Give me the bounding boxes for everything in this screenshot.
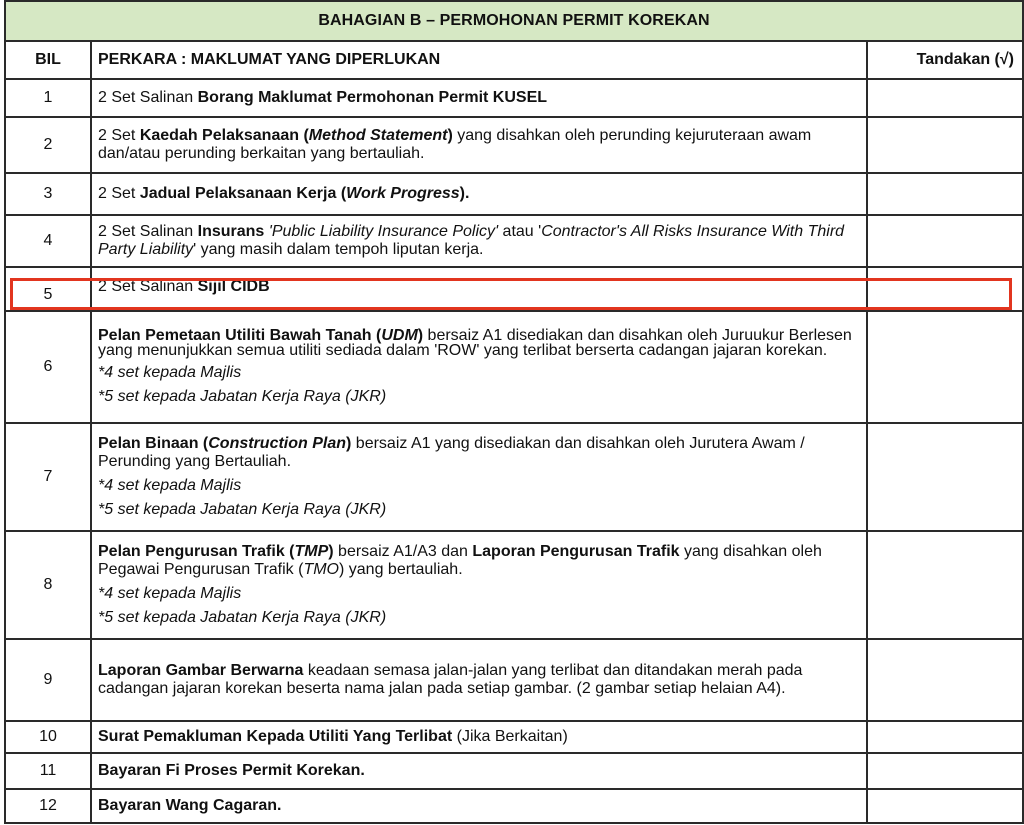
table-row <box>5 531 1023 639</box>
check-cell[interactable] <box>867 311 1023 423</box>
row-number: 8 <box>5 531 91 639</box>
checklist-table <box>4 0 1024 824</box>
check-cell[interactable] <box>867 639 1023 721</box>
row-description: Pelan Pemetaan Utiliti Bawah Tanah (UDM) bersaiz A1 disediakan dan disahkan oleh Juruukur Berlesen yang menunjukkan semua utiliti sediada dalam 'ROW' yang terlibat berserta cadangan jajaran korekan. *4 set kepada Majlis *5 set kepada Jabatan Kerja Raya (JKR) <box>91 311 867 423</box>
row-description: Bayaran Fi Proses Permit Korekan. <box>91 753 867 789</box>
row-description: Pelan Binaan (Construction Plan) bersaiz A1 yang disediakan dan disahkan oleh Jurutera Awam / Perunding yang Bertauliah. *4 set kepada Majlis *5 set kepada Jabatan Kerja Raya (JKR) <box>91 423 867 531</box>
check-cell[interactable] <box>867 721 1023 753</box>
note-jkr: *5 set kepada Jabatan Kerja Raya (JKR) <box>98 501 387 518</box>
note-majlis: *4 set kepada Majlis <box>98 585 242 602</box>
table-row <box>5 639 1023 721</box>
table-row <box>5 267 1023 311</box>
row-description: 2 Set Salinan Insurans 'Public Liability Insurance Policy' atau 'Contractor's All Risks Insurance With Third Party Liability' yang masih dalam tempoh liputan kerja. <box>91 215 867 267</box>
check-cell[interactable] <box>867 423 1023 531</box>
check-cell[interactable] <box>867 79 1023 117</box>
row-description: Bayaran Wang Cagaran. <box>91 789 867 823</box>
check-cell[interactable] <box>867 531 1023 639</box>
row-description: 2 Set Salinan Sijil CIDB <box>91 267 867 311</box>
check-cell[interactable] <box>867 215 1023 267</box>
row-number: 2 <box>5 117 91 173</box>
table-row <box>5 423 1023 531</box>
row-description: 2 Set Jadual Pelaksanaan Kerja (Work Progress). <box>91 173 867 215</box>
row-number: 5 <box>5 267 91 311</box>
row-description: 2 Set Kaedah Pelaksanaan (Method Statement) yang disahkan oleh perunding kejuruteraan awam dan/atau perunding berkaitan yang bertauliah. <box>91 117 867 173</box>
note-jkr: *5 set kepada Jabatan Kerja Raya (JKR) <box>98 388 387 405</box>
row-number: 11 <box>5 753 91 789</box>
row-number: 3 <box>5 173 91 215</box>
row-number: 12 <box>5 789 91 823</box>
table-row <box>5 117 1023 173</box>
row-number: 7 <box>5 423 91 531</box>
row-description: Laporan Gambar Berwarna keadaan semasa jalan-jalan yang terlibat dan ditandakan merah pada cadangan jajaran korekan beserta nama jalan pada setiap gambar. (2 gambar setiap helaian A4). <box>91 639 867 721</box>
table-row <box>5 215 1023 267</box>
table-row <box>5 79 1023 117</box>
row-description: Surat Pemakluman Kepada Utiliti Yang Terlibat (Jika Berkaitan) <box>91 721 867 753</box>
check-cell[interactable] <box>867 173 1023 215</box>
column-header-perkara: PERKARA : MAKLUMAT YANG DIPERLUKAN <box>91 41 867 79</box>
section-title: BAHAGIAN B – PERMOHONAN PERMIT KOREKAN <box>5 1 1023 41</box>
row-description: 2 Set Salinan Borang Maklumat Permohonan Permit KUSEL <box>91 79 867 117</box>
row-number: 10 <box>5 721 91 753</box>
table-row <box>5 173 1023 215</box>
note-jkr: *5 set kepada Jabatan Kerja Raya (JKR) <box>98 609 387 626</box>
check-cell[interactable] <box>867 117 1023 173</box>
row-number: 1 <box>5 79 91 117</box>
column-header-tandakan: Tandakan (√) <box>867 41 1023 79</box>
row-number: 4 <box>5 215 91 267</box>
note-majlis: *4 set kepada Majlis <box>98 477 242 494</box>
table-row <box>5 789 1023 823</box>
row-description: Pelan Pengurusan Trafik (TMP) bersaiz A1/A3 dan Laporan Pengurusan Trafik yang disahkan oleh Pegawai Pengurusan Trafik (TMO) yang bertauliah. *4 set kepada Majlis *5 set kepada Jabatan Kerja Raya (JKR) <box>91 531 867 639</box>
column-header-bil: BIL <box>5 41 91 79</box>
note-majlis: *4 set kepada Majlis <box>98 364 242 381</box>
row-number: 6 <box>5 311 91 423</box>
row-number: 9 <box>5 639 91 721</box>
check-cell[interactable] <box>867 753 1023 789</box>
table-row <box>5 721 1023 753</box>
check-cell[interactable] <box>867 267 1023 311</box>
check-cell[interactable] <box>867 789 1023 823</box>
table-row <box>5 753 1023 789</box>
table-row <box>5 311 1023 423</box>
